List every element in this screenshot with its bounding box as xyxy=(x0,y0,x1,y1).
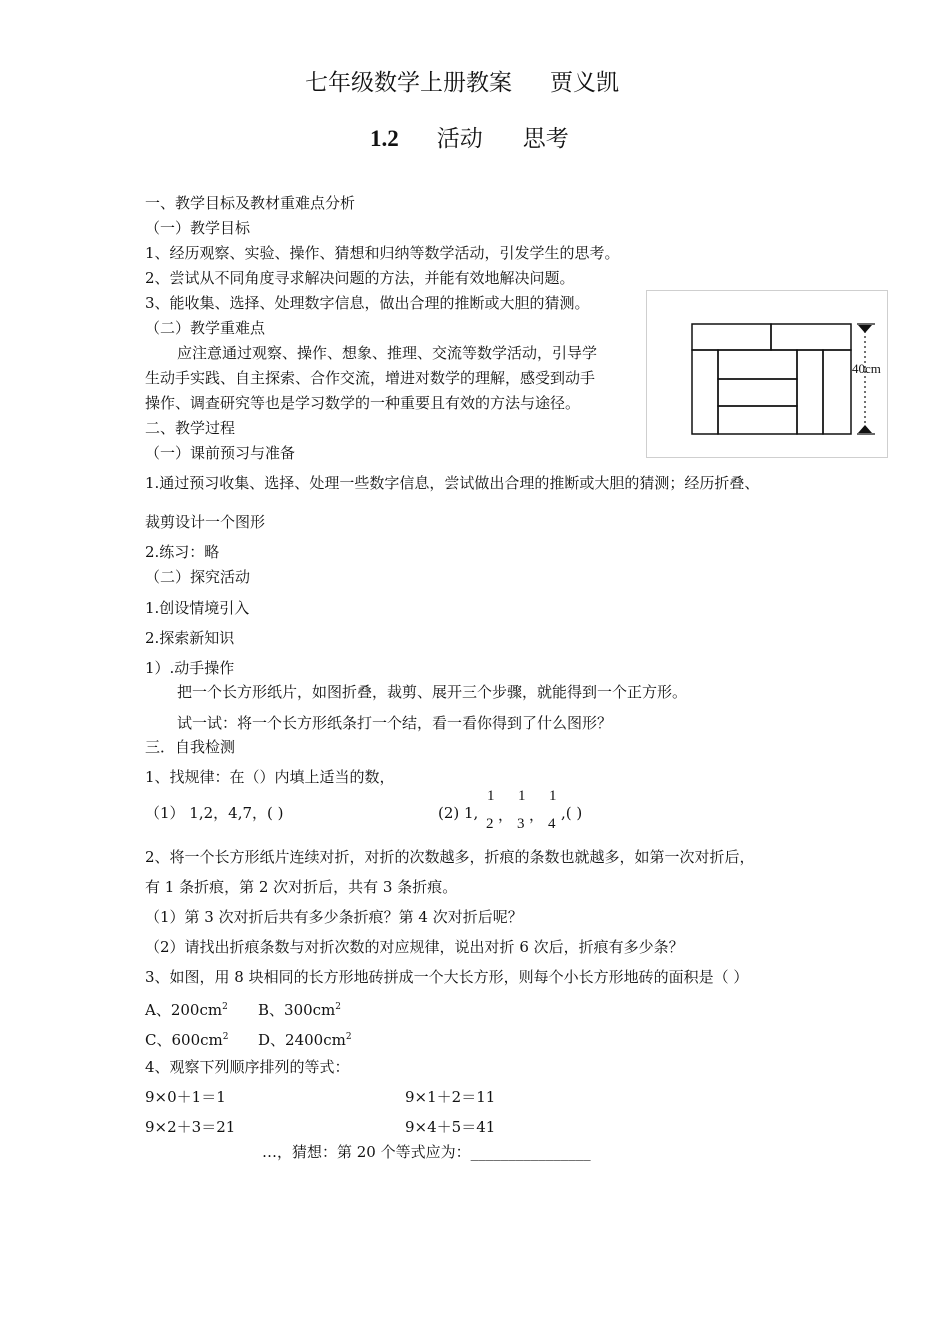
subheading-goals: （一）教学目标 xyxy=(145,219,251,237)
section-word-think: 思考 xyxy=(522,126,569,152)
option-c-text: C、600cm xyxy=(145,1031,223,1049)
practice-line: 2.练习：略 xyxy=(145,543,220,561)
dimension-marker xyxy=(857,324,875,434)
fraction-1-numerator: 1 xyxy=(487,788,495,804)
hands-on-heading: 1）.动手操作 xyxy=(145,659,235,677)
equation-4: 9×4＋5＝41 xyxy=(405,1118,496,1136)
guess-line: …，猜想：第 20 个等式应为：________________ xyxy=(262,1143,591,1161)
heading-self-check: 三．自我检测 xyxy=(145,738,236,756)
arrow-down-icon xyxy=(858,425,872,433)
option-d-text: D、2400cm xyxy=(258,1031,346,1049)
key-points-line-2: 生动手实践、自主探索、合作交流，增进对数学的理解，感受到动手 xyxy=(145,369,596,387)
try-it-text: 试一试：将一个长方形纸条打一个结，看一看你得到了什么图形？ xyxy=(177,714,613,732)
section-title xyxy=(370,120,569,153)
hands-on-text: 把一个长方形纸片，如图折叠，裁剪、展开三个步骤，就能得到一个正方形。 xyxy=(177,683,688,701)
option-d xyxy=(258,1027,352,1050)
question-2-line-1: 2、将一个长方形纸片连续对折，对折的次数越多，折痕的条数也就越多，如第一次对折后， xyxy=(145,848,755,866)
question-3: 3、如图，用 8 块相同的长方形地砖拼成一个大长方形，则每个小长方形地砖的面积是（ ） xyxy=(145,968,749,986)
fraction-1-denominator: 2 xyxy=(486,816,494,832)
goal-3: 3、能收集、选择、处理数字信息，做出合理的推断或大胆的猜测。 xyxy=(145,294,590,312)
key-points-line-1: 应注意通过观察、操作、想象、推理、交流等数学活动，引导学 xyxy=(177,344,598,362)
arrow-up-icon xyxy=(858,325,872,333)
option-a xyxy=(145,997,228,1020)
fraction-comma-2: ， xyxy=(529,808,545,824)
fraction-3-numerator: 1 xyxy=(549,788,557,804)
question-1a: （1） 1,2，4,7，( ) xyxy=(145,804,284,822)
author-name: 贾义凯 xyxy=(550,70,619,96)
section-word-activity: 活动 xyxy=(436,126,483,152)
explore-step-1: 1.创设情境引入 xyxy=(145,599,250,617)
heading-objectives: 一、教学目标及教材重难点分析 xyxy=(145,194,356,212)
option-d-exp: 2 xyxy=(345,1032,352,1042)
fraction-2-denominator: 3 xyxy=(517,816,525,832)
question-2-part-2: （2）请找出折痕条数与对折次数的对应规律，说出对折 6 次后，折痕有多少条？ xyxy=(145,938,684,956)
question-4: 4、观察下列顺序排列的等式： xyxy=(145,1058,350,1076)
fraction-2-numerator: 1 xyxy=(518,788,526,804)
tile-vertical-1 xyxy=(692,350,718,434)
explore-step-2: 2.探索新知识 xyxy=(145,629,235,647)
title-text: 七年级数学上册教案 xyxy=(305,70,512,96)
option-b-exp: 2 xyxy=(335,1002,342,1012)
doc-title xyxy=(305,64,619,97)
fraction-comma-1: ， xyxy=(498,808,514,824)
tile-diagram xyxy=(647,291,887,457)
tile-vertical-3 xyxy=(823,350,851,434)
question-1: 1、找规律：在（）内填上适当的数， xyxy=(145,768,395,786)
tile-middle-center xyxy=(718,379,797,406)
goal-2: 2、尝试从不同角度寻求解决问题的方法，并能有效地解决问题。 xyxy=(145,269,575,287)
preview-line-1: 1.通过预习收集、选择、处理一些数字信息，尝试做出合理的推断或大胆的猜测；经历折叠、 xyxy=(145,474,760,492)
option-a-text: A、200cm xyxy=(145,1001,223,1019)
question-1b-prefix: (2) 1, xyxy=(438,804,479,822)
tile-figure xyxy=(646,290,888,458)
option-c xyxy=(145,1027,228,1050)
subheading-explore: （二）探究活动 xyxy=(145,568,251,586)
equation-3: 9×2＋3＝21 xyxy=(145,1118,236,1136)
question-2-part-1: （1）第 3 次对折后共有多少条折痕？第 4 次对折后呢？ xyxy=(145,908,523,926)
option-b xyxy=(258,997,341,1020)
option-a-exp: 2 xyxy=(222,1002,228,1012)
dimension-label: 40cm xyxy=(852,361,881,376)
section-number: 1.2 xyxy=(370,126,399,151)
equation-1: 9×0＋1＝1 xyxy=(145,1088,226,1106)
equation-2: 9×1＋2＝11 xyxy=(405,1088,496,1106)
question-1b-suffix: ,( ) xyxy=(561,804,583,822)
tile-vertical-2 xyxy=(797,350,823,434)
fraction-3-denominator: 4 xyxy=(548,816,556,832)
key-points-line-3: 操作、调查研究等也是学习数学的一种重要且有效的方法与途径。 xyxy=(145,394,581,412)
tile-middle-bottom xyxy=(718,406,797,434)
subheading-key-points: （二）教学重难点 xyxy=(145,319,266,337)
option-c-exp: 2 xyxy=(222,1032,229,1042)
option-b-text: B、300cm xyxy=(258,1001,336,1019)
preview-line-2: 裁剪设计一个图形 xyxy=(145,513,266,531)
goal-1: 1、经历观察、实验、操作、猜想和归纳等数学活动，引发学生的思考。 xyxy=(145,244,620,262)
subheading-preview: （一）课前预习与准备 xyxy=(145,444,296,462)
heading-process: 二、教学过程 xyxy=(145,419,236,437)
tile-middle-top xyxy=(718,350,797,379)
tile-top-left xyxy=(692,324,771,350)
tile-top-right xyxy=(771,324,851,350)
question-2-line-2: 有 1 条折痕，第 2 次对折后，共有 3 条折痕。 xyxy=(145,878,458,896)
